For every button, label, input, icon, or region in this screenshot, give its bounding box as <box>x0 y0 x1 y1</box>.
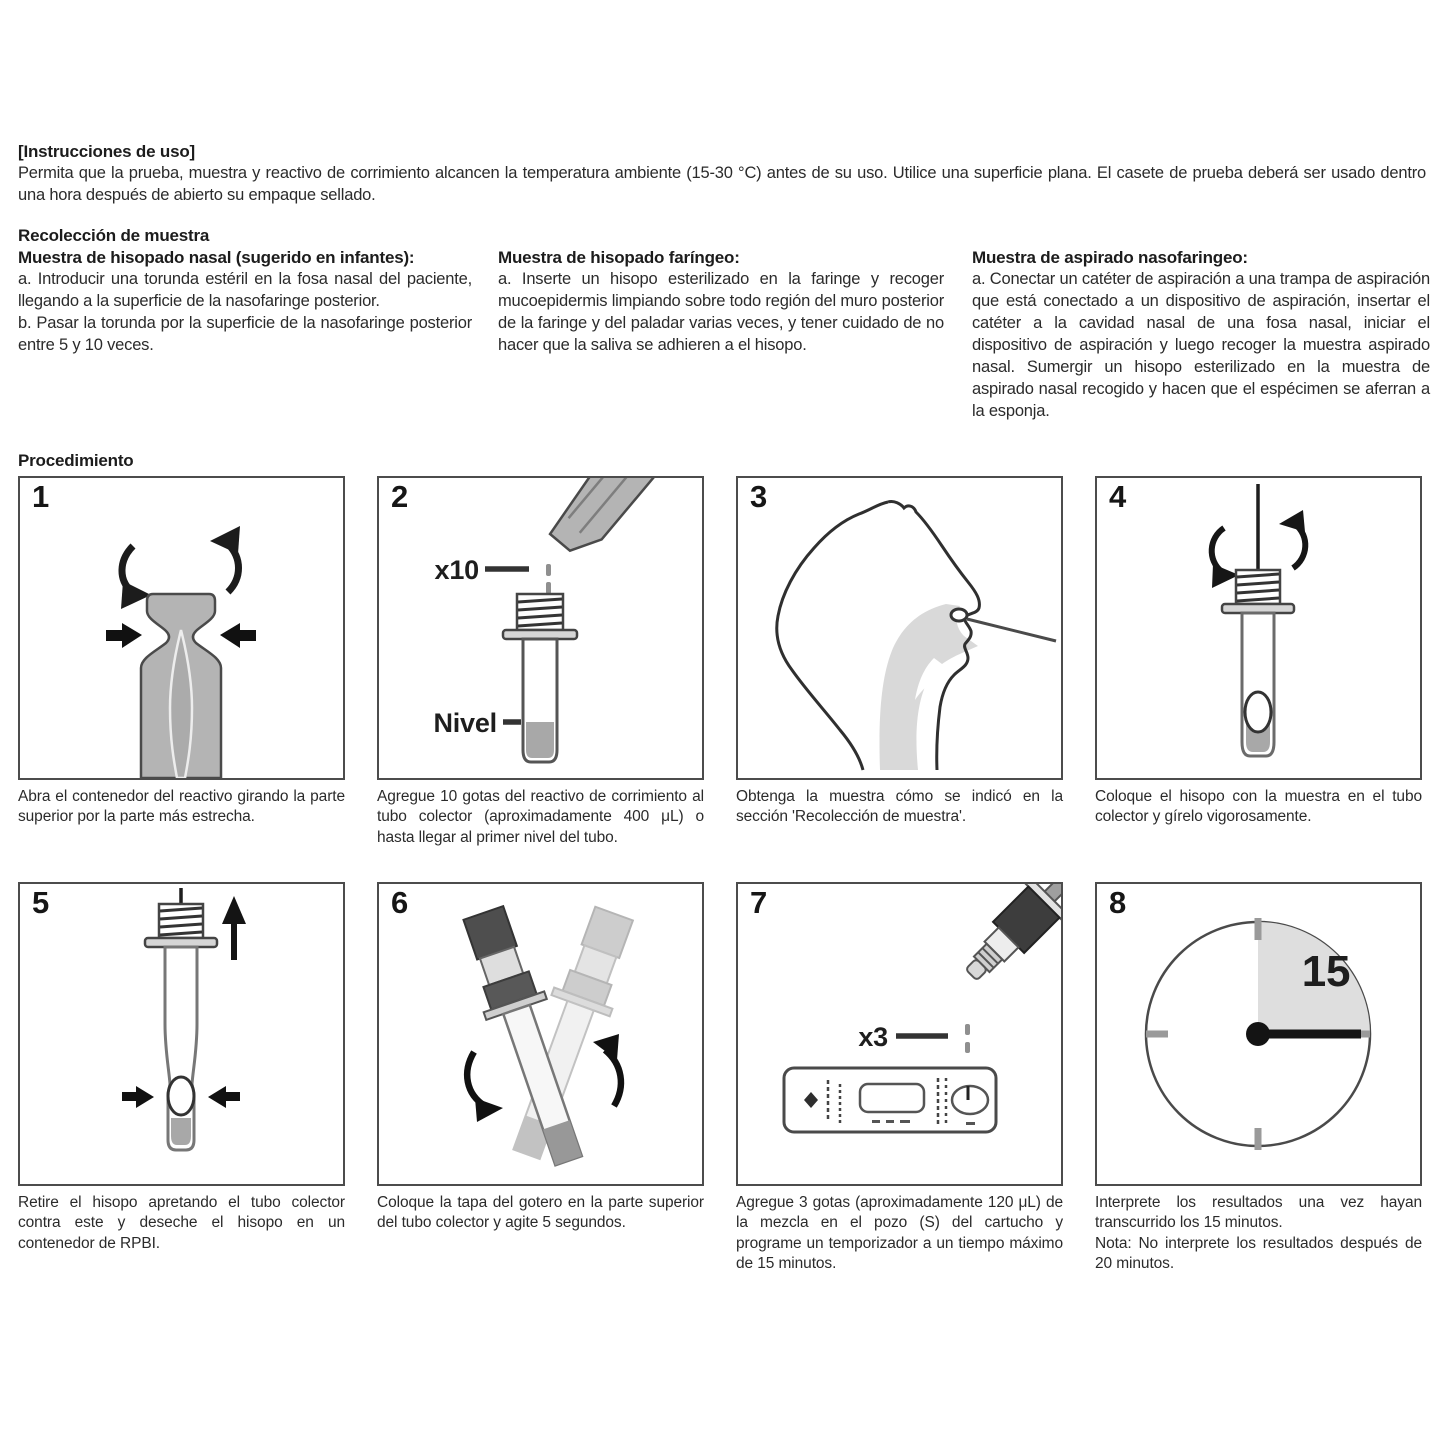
step-caption-note: Nota: No interprete los resultados después de 20 minutos. <box>1095 1234 1422 1273</box>
result-window <box>860 1084 924 1112</box>
sample-well <box>952 1086 988 1114</box>
step-caption: Retire el hisopo apretando el tubo colector contra este y deseche el hisopo en un contenedor de RPBI. <box>18 1194 345 1252</box>
pharyngeal-heading: Muestra de hisopado faríngeo: <box>498 248 740 267</box>
test-cassette <box>784 1068 996 1132</box>
step-caption <box>1095 1193 1422 1288</box>
collection-section-title: Recolección de muestra <box>18 226 210 245</box>
spacer <box>972 225 1430 247</box>
step-caption: Agregue 10 gotas del reactivo de corrimiento al tubo colector (aproximadamente 400 μL) o hasta llegar al primer nivel del tubo. <box>377 788 704 846</box>
dropper-bottle <box>537 478 701 562</box>
step-number: 4 <box>1109 479 1127 514</box>
procedure-step-6 <box>377 882 704 1288</box>
collection-tube <box>145 904 217 1150</box>
collection-column-pharyngeal <box>498 225 944 423</box>
nostril <box>951 609 967 621</box>
collection-column-aspirate <box>972 225 1430 423</box>
head-outline <box>777 502 888 770</box>
step-panel <box>18 882 345 1186</box>
step-number: 6 <box>391 885 409 920</box>
step-panel <box>18 476 345 780</box>
drops-icon <box>965 1024 970 1053</box>
sample-collection-section <box>18 225 1430 423</box>
shake-arrow-left-icon <box>467 1052 485 1106</box>
drops-icon <box>546 564 551 594</box>
nasal-step-b: b. Pasar la torunda por la superficie de la nasofaringe posterior entre 5 y 10 veces. <box>18 314 472 354</box>
step-number: 1 <box>32 479 50 514</box>
collection-tube <box>503 594 577 762</box>
collection-tube <box>1222 570 1294 756</box>
aspirate-heading: Muestra de aspirado nasofaringeo: <box>972 248 1248 267</box>
nasal-heading: Muestra de hisopado nasal (sugerido en infantes): <box>18 248 415 268</box>
spacer <box>498 225 944 247</box>
swab-tip <box>168 1077 194 1115</box>
drop-count-label: x10 <box>434 555 479 585</box>
step-caption: Abra el contenedor del reactivo girando la parte superior por la parte más estrecha. <box>18 788 345 826</box>
step-caption: Agregue 3 gotas (aproximadamente 120 μL) de la mezcla en el pozo (S) del cartucho y programe un temporizador a un tiempo máximo de 15 minutos. <box>736 1194 1063 1273</box>
step-caption-main: Interprete los resultados una vez hayan transcurrido los 15 minutos. <box>1095 1194 1422 1232</box>
nasal-swab-head-illustration <box>738 478 1061 778</box>
add-drops-to-tube-illustration <box>379 478 702 778</box>
level-label: Nivel <box>433 708 497 738</box>
nasal-step-a: a. Introducir una torunda estéril en la fosa nasal del paciente, llegando a la superficie de la nasofaringe posterior. <box>18 270 472 311</box>
procedure-step-5 <box>18 882 345 1288</box>
liquid-level <box>171 1118 191 1145</box>
remove-swab-illustration <box>20 884 343 1184</box>
instructions-body: Permita que la prueba, muestra y reactivo de corrimiento alcancen la temperatura ambiente (15-30 °C) antes de su uso. Utilice una superficie plana. El casete de prueba deberá ser usado dentro una hora después de abierto su empaque sellado. <box>18 164 1426 205</box>
step-caption: Obtenga la muestra cómo se indicó en la sección 'Recolección de muestra'. <box>736 788 1063 826</box>
shake-arrow-right-icon <box>605 1050 621 1106</box>
aspirate-step-a: a. Conectar un catéter de aspiración a una trampa de aspiración que está conectado a un dispositivo de aspiración, insertar el catéter a la cavidad nasal de una fosa nasal, iniciar el dispositivo de aspiración y luego recoger la muestra aspirado nasal. Sumergir un hisopo esterilizado en la muestra de aspirado nasal recogido y hacen que el espécimen se aferran a la esponja. <box>972 270 1430 420</box>
dropper-tube <box>952 884 1061 994</box>
procedure-step-3 <box>736 476 1063 882</box>
step-caption: Coloque la tapa del gotero en la parte superior del tubo colector y agite 5 segundos. <box>377 1194 704 1232</box>
minutes-label: 15 <box>1301 947 1351 996</box>
step-panel <box>1095 476 1422 780</box>
drop-count-label: x3 <box>858 1022 888 1052</box>
step-number: 8 <box>1109 885 1127 920</box>
step-number: 3 <box>750 479 768 514</box>
step-number: 2 <box>391 479 409 514</box>
swab-tip <box>1245 692 1271 732</box>
procedure-step-4 <box>1095 476 1422 882</box>
step-panel <box>736 476 1063 780</box>
dispense-to-cassette-illustration <box>738 884 1061 1184</box>
pharyngeal-step-a: a. Inserte un hisopo esterilizado en la faringe y recoger mucoepidermis limpiando sobre todo región del muro posterior de la faringe y del paladar varias veces, y tener cuidado de no hacer que la saliva se adhieren a el hisopo. <box>498 270 944 354</box>
step-number: 5 <box>32 885 50 920</box>
instructions-section <box>18 141 1426 207</box>
step-panel <box>377 476 704 780</box>
collection-column-nasal <box>18 225 472 423</box>
shake-tube-illustration <box>379 884 702 1184</box>
instructions-title: [Instrucciones de uso] <box>18 142 195 161</box>
step-panel <box>377 882 704 1186</box>
procedure-step-8 <box>1095 882 1422 1288</box>
nasopharynx-shading <box>880 604 978 770</box>
procedure-grid <box>18 476 1422 1288</box>
procedure-step-1 <box>18 476 345 882</box>
step-panel <box>1095 882 1422 1186</box>
swirl-swab-in-tube-illustration <box>1097 478 1420 778</box>
step-caption: Coloque el hisopo con la muestra en el tubo colector y gírelo vigorosamente. <box>1095 788 1422 826</box>
reagent-ampoule-illustration <box>20 478 343 778</box>
step-panel <box>736 882 1063 1186</box>
liquid-level <box>526 722 554 758</box>
swab-stick <box>967 619 1056 641</box>
step-number: 7 <box>750 885 768 920</box>
procedure-step-2 <box>377 476 704 882</box>
timer-clock-illustration <box>1097 884 1420 1184</box>
procedure-title: Procedimiento <box>18 451 134 470</box>
procedure-step-7 <box>736 882 1063 1288</box>
